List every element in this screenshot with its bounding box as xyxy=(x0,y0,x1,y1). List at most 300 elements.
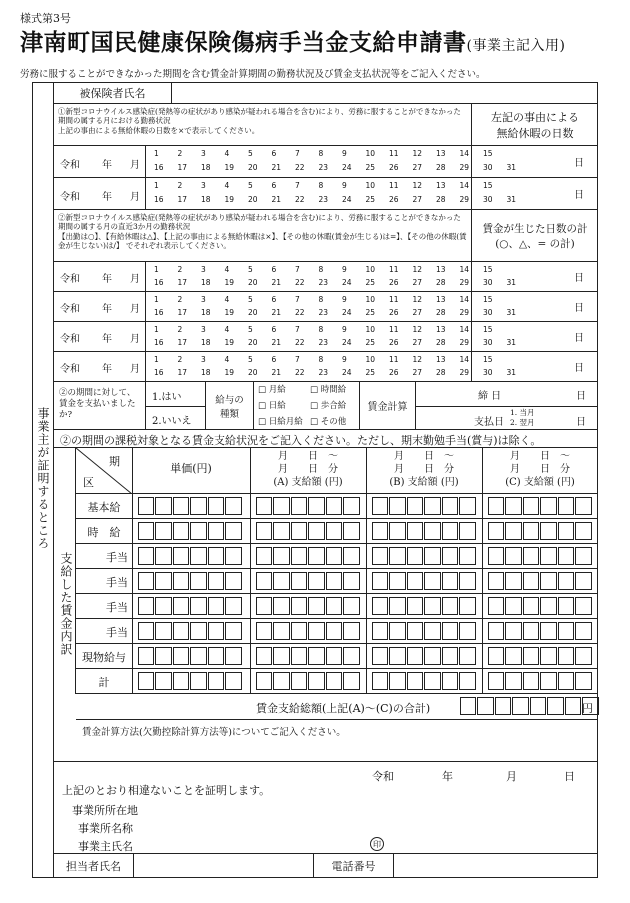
amount-boxes-a[interactable] xyxy=(256,597,361,615)
day-number[interactable]: 12 xyxy=(412,181,423,190)
month-label-cell[interactable] xyxy=(54,322,146,351)
day-number[interactable]: 29 xyxy=(459,195,470,204)
day-number[interactable]: 15 xyxy=(483,295,493,304)
day-number[interactable]: 23 xyxy=(318,278,329,287)
day-number[interactable]: 30 xyxy=(483,195,493,204)
company-label: 事業所名称 xyxy=(78,822,133,835)
day-number[interactable]: 16 xyxy=(154,163,164,172)
amount-boxes-unit[interactable] xyxy=(138,572,243,590)
payment-question-row xyxy=(54,382,598,430)
day-number[interactable]: 30 xyxy=(483,368,493,377)
month-label: 月 xyxy=(130,192,140,203)
day-number[interactable]: 21 xyxy=(271,195,282,204)
amount-boxes-b[interactable] xyxy=(372,647,477,665)
day-number[interactable]: 17 xyxy=(177,195,188,204)
day-number[interactable]: 9 xyxy=(342,265,347,274)
day-number[interactable]: 7 xyxy=(295,265,300,274)
day-number[interactable]: 31 xyxy=(506,195,517,204)
period-b-header xyxy=(366,450,482,489)
section2-month-row xyxy=(54,292,598,322)
day-number[interactable]: 7 xyxy=(295,355,300,364)
day-count-cell[interactable] xyxy=(472,292,598,321)
day-number[interactable]: 1 xyxy=(154,181,159,190)
side-label-column xyxy=(32,82,54,878)
day-number[interactable]: 1 xyxy=(154,355,159,364)
period-c-header xyxy=(482,450,598,489)
period-c-end: 月 日 分 xyxy=(510,464,570,475)
cert-statement: 上記のとおり相違ないことを証明します。 xyxy=(62,784,271,797)
day-number[interactable]: 21 xyxy=(271,368,282,377)
day-number[interactable]: 7 xyxy=(295,149,300,158)
wage-row xyxy=(76,644,598,669)
day-number[interactable]: 4 xyxy=(224,181,230,190)
day-number[interactable]: 24 xyxy=(342,195,352,204)
day-number[interactable]: 30 xyxy=(483,308,493,317)
day-number[interactable]: 29 xyxy=(459,368,470,377)
day-number[interactable]: 23 xyxy=(318,368,329,377)
day-number[interactable]: 24 xyxy=(342,163,352,172)
day-number[interactable]: 18 xyxy=(201,338,211,347)
amount-boxes-b[interactable] xyxy=(372,522,477,540)
day-number[interactable]: 19 xyxy=(224,195,235,204)
day-number[interactable]: 28 xyxy=(436,278,446,287)
day-number[interactable]: 24 xyxy=(342,338,352,347)
day-number[interactable]: 2 xyxy=(177,325,183,334)
day-number[interactable]: 11 xyxy=(389,149,399,158)
day-number[interactable]: 31 xyxy=(506,338,517,347)
pay-type-option[interactable]: □ その他 xyxy=(310,417,347,427)
day-count-cell[interactable] xyxy=(472,322,598,351)
day-number[interactable]: 25 xyxy=(365,278,376,287)
day-number[interactable]: 4 xyxy=(224,295,230,304)
day-number[interactable]: 3 xyxy=(201,265,206,274)
day-number[interactable]: 6 xyxy=(271,149,277,158)
day-number[interactable]: 8 xyxy=(318,325,324,334)
day-number[interactable]: 14 xyxy=(459,149,470,158)
day-number[interactable]: 2 xyxy=(177,355,183,364)
method-row[interactable] xyxy=(54,720,598,762)
day-number[interactable]: 14 xyxy=(459,325,470,334)
day-number[interactable]: 11 xyxy=(389,265,399,274)
day-number[interactable]: 13 xyxy=(436,325,446,334)
day-number[interactable]: 9 xyxy=(342,295,347,304)
day-number[interactable]: 21 xyxy=(271,308,282,317)
day-number[interactable]: 14 xyxy=(459,265,470,274)
day-number[interactable]: 10 xyxy=(365,149,376,158)
day-number[interactable]: 9 xyxy=(342,149,347,158)
total-label: 賃金支給総額(上記(A)～(C)の合計) xyxy=(256,702,431,715)
amount-boxes-c[interactable] xyxy=(488,547,593,565)
day-number[interactable]: 20 xyxy=(248,163,258,172)
amount-boxes-c[interactable] xyxy=(488,672,593,690)
day-number[interactable]: 9 xyxy=(342,325,347,334)
day-number[interactable]: 26 xyxy=(389,308,399,317)
pay-type-option[interactable]: □ 月給 xyxy=(258,385,286,395)
answer-no[interactable]: 2.いいえ xyxy=(152,416,192,427)
day-number[interactable]: 15 xyxy=(483,355,493,364)
payday-label: 支払日 xyxy=(474,417,504,428)
amount-boxes-unit[interactable] xyxy=(138,672,243,690)
day-number[interactable]: 5 xyxy=(248,181,253,190)
day-number[interactable]: 16 xyxy=(154,278,164,287)
pay-type-option[interactable]: □ 時間給 xyxy=(310,385,347,395)
cert-day: 日 xyxy=(564,770,575,783)
wage-item-label: 時 給 xyxy=(87,526,121,539)
period-a-start: 月 日 ～ xyxy=(278,451,338,462)
payday-day-unit: 日 xyxy=(576,417,586,428)
day-unit: 日 xyxy=(574,303,584,314)
day-number[interactable]: 22 xyxy=(295,368,305,377)
pay-type-option[interactable]: □ 日給 xyxy=(258,401,286,411)
amount-boxes-a[interactable] xyxy=(256,672,361,690)
day-number[interactable]: 28 xyxy=(436,308,446,317)
day-number[interactable]: 19 xyxy=(224,338,235,347)
section2-right-header: 賃金が生じた日数の計 (○、△、= の計) xyxy=(482,222,588,250)
day-number[interactable]: 2 xyxy=(177,295,183,304)
day-number[interactable]: 15 xyxy=(483,265,493,274)
amount-boxes-unit[interactable] xyxy=(138,547,243,565)
day-number[interactable]: 6 xyxy=(271,265,277,274)
wage-heading: ②の期間の課税対象となる賃金支給状況をご記入ください。ただし、期末勤勉手当(賞与)は除く。 xyxy=(60,434,542,447)
day-number[interactable]: 15 xyxy=(483,325,493,334)
wage-row xyxy=(76,494,598,519)
day-number[interactable]: 18 xyxy=(201,195,211,204)
month-label-cell[interactable] xyxy=(54,292,146,321)
day-number[interactable]: 13 xyxy=(436,149,446,158)
day-number[interactable]: 21 xyxy=(271,338,282,347)
day-number[interactable]: 3 xyxy=(201,149,206,158)
amount-boxes-c[interactable] xyxy=(488,497,593,515)
year-label: 年 xyxy=(102,334,112,345)
day-number[interactable]: 20 xyxy=(248,308,258,317)
day-number[interactable]: 11 xyxy=(389,181,399,190)
day-number[interactable]: 10 xyxy=(365,181,376,190)
amount-boxes-a[interactable] xyxy=(256,647,361,665)
payment-question: ②の期間に対して、賃金を支払いましたか? xyxy=(54,382,146,429)
amount-boxes-unit[interactable] xyxy=(138,497,243,515)
amount-boxes-a[interactable] xyxy=(256,522,361,540)
day-number[interactable]: 24 xyxy=(342,308,352,317)
amount-boxes-b[interactable] xyxy=(372,597,477,615)
day-number[interactable]: 30 xyxy=(483,163,493,172)
wage-row xyxy=(76,519,598,544)
day-number[interactable]: 31 xyxy=(506,163,517,172)
day-number[interactable]: 5 xyxy=(248,149,253,158)
day-number[interactable]: 2 xyxy=(177,149,183,158)
wage-row xyxy=(76,594,598,619)
day-number[interactable]: 22 xyxy=(295,308,305,317)
day-number[interactable]: 26 xyxy=(389,368,399,377)
day-number[interactable]: 31 xyxy=(506,278,517,287)
day-number[interactable]: 19 xyxy=(224,368,235,377)
day-number[interactable]: 5 xyxy=(248,355,253,364)
amount-boxes-c[interactable] xyxy=(488,522,593,540)
day-number[interactable]: 27 xyxy=(412,278,423,287)
total-amount-boxes[interactable] xyxy=(460,697,600,715)
day-number[interactable]: 12 xyxy=(412,265,423,274)
day-number[interactable]: 14 xyxy=(459,295,470,304)
day-number[interactable]: 25 xyxy=(365,195,376,204)
amount-boxes-b[interactable] xyxy=(372,672,477,690)
day-number[interactable]: 20 xyxy=(248,195,258,204)
payday-options[interactable] xyxy=(510,408,535,428)
phone-field[interactable] xyxy=(394,854,598,878)
day-number[interactable]: 23 xyxy=(318,308,329,317)
day-number[interactable]: 13 xyxy=(436,355,446,364)
day-number[interactable]: 6 xyxy=(271,325,277,334)
day-number[interactable]: 15 xyxy=(483,181,493,190)
day-number[interactable]: 28 xyxy=(436,163,446,172)
day-number[interactable]: 27 xyxy=(412,163,423,172)
day-number[interactable]: 23 xyxy=(318,195,329,204)
day-number[interactable]: 20 xyxy=(248,368,258,377)
day-number[interactable]: 28 xyxy=(436,338,446,347)
day-number[interactable]: 2 xyxy=(177,265,183,274)
amount-boxes-c[interactable] xyxy=(488,622,593,640)
day-number[interactable]: 17 xyxy=(177,308,188,317)
day-number[interactable]: 19 xyxy=(224,163,235,172)
day-number[interactable]: 16 xyxy=(154,338,164,347)
day-number[interactable]: 6 xyxy=(271,181,277,190)
form-subtitle: 労務に服することができなかった期間を含む賃金計算期間の勤務状況及び賃金支払状況等をご記入ください。 xyxy=(20,69,486,80)
month-label-cell[interactable] xyxy=(54,352,146,381)
day-number[interactable]: 22 xyxy=(295,278,305,287)
day-count-cell[interactable] xyxy=(472,146,598,177)
amount-boxes-b[interactable] xyxy=(372,572,477,590)
day-number[interactable]: 7 xyxy=(295,181,300,190)
day-calendar[interactable] xyxy=(146,178,517,209)
payday-next-month[interactable]: 2. 翌月 xyxy=(510,417,535,427)
pay-type-option[interactable]: □ 歩合給 xyxy=(310,401,347,411)
day-calendar[interactable] xyxy=(146,352,517,381)
day-number[interactable]: 25 xyxy=(365,338,376,347)
day-number[interactable]: 11 xyxy=(389,295,399,304)
day-number[interactable]: 26 xyxy=(389,163,399,172)
section2-month-row xyxy=(54,352,598,382)
day-calendar[interactable] xyxy=(146,292,517,321)
era-label: 令和 xyxy=(60,274,80,285)
day-number[interactable]: 5 xyxy=(248,295,253,304)
day-number[interactable]: 12 xyxy=(412,355,423,364)
era-label: 令和 xyxy=(60,160,80,171)
section1-header xyxy=(54,104,598,146)
day-number[interactable]: 26 xyxy=(389,338,399,347)
day-number[interactable]: 19 xyxy=(224,278,235,287)
month-label-cell[interactable] xyxy=(54,178,146,209)
month-label-cell[interactable] xyxy=(54,262,146,291)
day-number[interactable]: 10 xyxy=(365,325,376,334)
day-number[interactable]: 12 xyxy=(412,149,423,158)
day-number[interactable]: 12 xyxy=(412,325,423,334)
amount-boxes-a[interactable] xyxy=(256,497,361,515)
form-number: 様式第3号 xyxy=(20,12,71,25)
amount-boxes-b[interactable] xyxy=(372,622,477,640)
day-number[interactable]: 4 xyxy=(224,265,230,274)
day-number[interactable]: 1 xyxy=(154,149,159,158)
day-number[interactable]: 7 xyxy=(295,295,300,304)
day-number[interactable]: 28 xyxy=(436,195,446,204)
day-number[interactable]: 24 xyxy=(342,278,352,287)
day-number[interactable]: 23 xyxy=(318,338,329,347)
day-number[interactable]: 8 xyxy=(318,149,324,158)
wage-item-label: 手当 xyxy=(106,601,128,614)
insured-name-label: 被保険者氏名 xyxy=(54,82,172,103)
day-number[interactable]: 4 xyxy=(224,325,230,334)
day-number[interactable]: 4 xyxy=(224,149,230,158)
day-number[interactable]: 13 xyxy=(436,181,446,190)
day-number[interactable]: 30 xyxy=(483,278,493,287)
day-number[interactable]: 30 xyxy=(483,338,493,347)
payment-answer xyxy=(146,382,206,429)
day-number[interactable]: 27 xyxy=(412,308,423,317)
amount-boxes-unit[interactable] xyxy=(138,597,243,615)
amount-boxes-c[interactable] xyxy=(488,597,593,615)
day-number[interactable]: 18 xyxy=(201,368,211,377)
day-number[interactable]: 10 xyxy=(365,265,376,274)
day-number[interactable]: 22 xyxy=(295,163,305,172)
day-calendar[interactable] xyxy=(146,262,517,291)
pay-type-option[interactable]: □ 日給月給 xyxy=(258,417,303,427)
day-number[interactable]: 23 xyxy=(318,163,329,172)
day-count-cell[interactable] xyxy=(472,178,598,209)
day-number[interactable]: 8 xyxy=(318,295,324,304)
day-number[interactable]: 27 xyxy=(412,368,423,377)
day-number[interactable]: 22 xyxy=(295,195,305,204)
day-number[interactable]: 6 xyxy=(271,355,277,364)
day-number[interactable]: 25 xyxy=(365,368,376,377)
amount-boxes-c[interactable] xyxy=(488,647,593,665)
day-number[interactable]: 26 xyxy=(389,195,399,204)
day-number[interactable]: 25 xyxy=(365,308,376,317)
wage-heading-row xyxy=(54,430,598,448)
day-calendar[interactable] xyxy=(146,322,517,351)
day-number[interactable]: 10 xyxy=(365,355,376,364)
day-number[interactable]: 13 xyxy=(436,295,446,304)
month-label: 月 xyxy=(130,160,140,171)
day-number[interactable]: 9 xyxy=(342,355,347,364)
phone-label: 電話番号 xyxy=(314,854,394,878)
day-number[interactable]: 4 xyxy=(224,355,230,364)
total-row xyxy=(76,694,598,720)
day-number[interactable]: 31 xyxy=(506,368,517,377)
day-count-cell[interactable] xyxy=(472,352,598,381)
day-number[interactable]: 25 xyxy=(365,163,376,172)
day-number[interactable]: 29 xyxy=(459,308,470,317)
day-number[interactable]: 3 xyxy=(201,325,206,334)
day-number[interactable]: 11 xyxy=(389,325,399,334)
day-number[interactable]: 17 xyxy=(177,163,188,172)
day-number[interactable]: 24 xyxy=(342,368,352,377)
day-number[interactable]: 28 xyxy=(436,368,446,377)
day-number[interactable]: 13 xyxy=(436,265,446,274)
period-b-end: 月 日 分 xyxy=(394,464,454,475)
amount-boxes-unit[interactable] xyxy=(138,647,243,665)
day-number[interactable]: 17 xyxy=(177,338,188,347)
col-b-header: (B) 支給額 (円) xyxy=(389,477,459,488)
day-number[interactable]: 2 xyxy=(177,181,183,190)
day-number[interactable]: 21 xyxy=(271,278,282,287)
day-number[interactable]: 1 xyxy=(154,265,159,274)
amount-boxes-a[interactable] xyxy=(256,572,361,590)
day-number[interactable]: 8 xyxy=(318,265,324,274)
day-number[interactable]: 27 xyxy=(412,195,423,204)
day-number[interactable]: 27 xyxy=(412,338,423,347)
day-number[interactable]: 12 xyxy=(412,295,423,304)
day-number[interactable]: 26 xyxy=(389,278,399,287)
day-number[interactable]: 20 xyxy=(248,278,258,287)
day-number[interactable]: 16 xyxy=(154,195,164,204)
day-number[interactable]: 22 xyxy=(295,338,305,347)
day-calendar[interactable] xyxy=(146,146,517,177)
day-number[interactable]: 1 xyxy=(154,295,159,304)
answer-yes[interactable]: 1.はい xyxy=(152,392,182,403)
day-number[interactable]: 10 xyxy=(365,295,376,304)
day-number[interactable]: 20 xyxy=(248,338,258,347)
day-number[interactable]: 29 xyxy=(459,338,470,347)
day-number[interactable]: 8 xyxy=(318,355,324,364)
amount-boxes-a[interactable] xyxy=(256,547,361,565)
day-number[interactable]: 29 xyxy=(459,278,470,287)
day-number[interactable]: 1 xyxy=(154,325,159,334)
day-number[interactable]: 14 xyxy=(459,355,470,364)
day-number[interactable]: 16 xyxy=(154,368,164,377)
day-number[interactable]: 31 xyxy=(506,308,517,317)
insured-name-field[interactable] xyxy=(172,82,598,103)
period-a-end: 月 日 分 xyxy=(278,464,338,475)
amount-boxes-unit[interactable] xyxy=(138,622,243,640)
day-number[interactable]: 16 xyxy=(154,308,164,317)
payday-this-month[interactable]: 1. 当月 xyxy=(510,408,535,417)
amount-boxes-b[interactable] xyxy=(372,547,477,565)
day-number[interactable]: 11 xyxy=(389,355,399,364)
month-label: 月 xyxy=(130,304,140,315)
day-number[interactable]: 15 xyxy=(483,149,493,158)
wage-row xyxy=(76,544,598,569)
year-label: 年 xyxy=(102,304,112,315)
amount-boxes-a[interactable] xyxy=(256,622,361,640)
amount-boxes-c[interactable] xyxy=(488,572,593,590)
day-number[interactable]: 5 xyxy=(248,265,253,274)
day-number[interactable]: 5 xyxy=(248,325,253,334)
day-number[interactable]: 7 xyxy=(295,325,300,334)
day-number[interactable]: 18 xyxy=(201,308,211,317)
day-number[interactable]: 3 xyxy=(201,295,206,304)
day-number[interactable]: 8 xyxy=(318,181,324,190)
day-number[interactable]: 3 xyxy=(201,181,206,190)
day-number[interactable]: 6 xyxy=(271,295,277,304)
day-number[interactable]: 19 xyxy=(224,308,235,317)
day-number[interactable]: 14 xyxy=(459,181,470,190)
contact-row xyxy=(54,854,598,878)
amount-boxes-b[interactable] xyxy=(372,497,477,515)
month-label-cell[interactable] xyxy=(54,146,146,177)
day-number[interactable]: 18 xyxy=(201,278,211,287)
day-number[interactable]: 29 xyxy=(459,163,470,172)
day-number[interactable]: 18 xyxy=(201,163,211,172)
contact-name-field[interactable] xyxy=(134,854,314,878)
section1-description: ①新型コロナウイルス感染症(発熱等の症状があり感染が疑われる場合を含む)により、労務に服することができなかった期間の属する月における勤務状況 上記の事由による無給休暇の日数を×で表示してください。 xyxy=(54,104,472,145)
day-count-cell[interactable] xyxy=(472,262,598,291)
seal-mark: 印 xyxy=(370,837,384,851)
day-number[interactable]: 21 xyxy=(271,163,282,172)
day-number[interactable]: 9 xyxy=(342,181,347,190)
day-number[interactable]: 3 xyxy=(201,355,206,364)
period-c-start: 月 日 ～ xyxy=(510,451,570,462)
day-number[interactable]: 17 xyxy=(177,368,188,377)
amount-boxes-unit[interactable] xyxy=(138,522,243,540)
day-number[interactable]: 17 xyxy=(177,278,188,287)
owner-label: 事業主氏名 xyxy=(78,840,133,853)
